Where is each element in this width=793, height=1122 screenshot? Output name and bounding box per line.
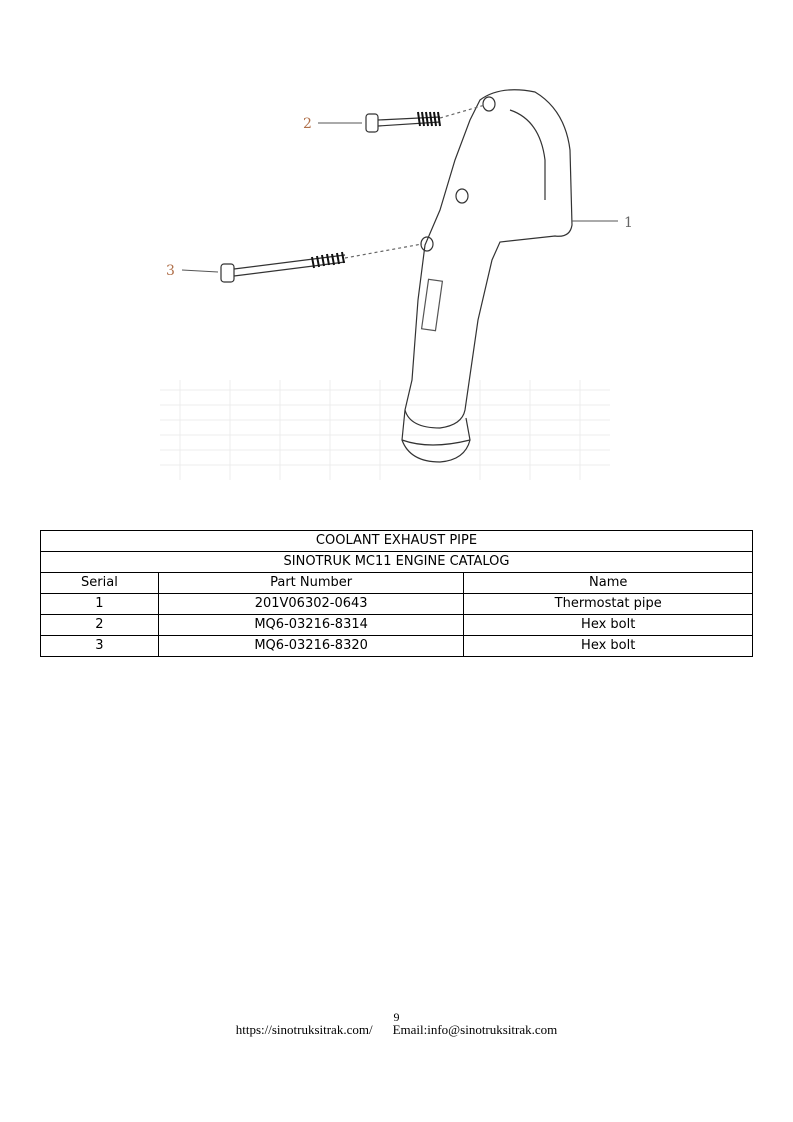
exploded-parts-diagram	[150, 75, 650, 485]
table-title: COOLANT EXHAUST PIPE	[41, 531, 753, 552]
table-title-row	[41, 531, 753, 552]
table-row	[41, 594, 753, 615]
callout-label-1: 1	[624, 215, 633, 231]
table-row	[41, 615, 753, 636]
name-cell: Hex bolt	[464, 636, 753, 657]
page-number: 9	[393, 1010, 400, 1024]
header-serial: Serial	[41, 573, 159, 594]
callout-label-2: 2	[303, 116, 312, 132]
parts-table	[40, 530, 753, 657]
background-grid	[160, 380, 610, 480]
table-subtitle-row	[41, 552, 753, 573]
thermostat-pipe-part	[402, 90, 572, 462]
serial-cell: 2	[41, 615, 159, 636]
part-number-cell: 201V06302-0643	[158, 594, 464, 615]
table-subtitle: SINOTRUK MC11 ENGINE CATALOG	[41, 552, 753, 573]
callout-label-3: 3	[166, 263, 175, 279]
footer-contact	[0, 1022, 793, 1038]
website-link[interactable]: https://sinotruksitrak.com/	[235, 1022, 373, 1037]
table-header-row	[41, 573, 753, 594]
header-name: Name	[464, 573, 753, 594]
table-row	[41, 636, 753, 657]
serial-cell: 1	[41, 594, 159, 615]
email-link[interactable]: Email:info@sinotruksitrak.com	[392, 1022, 558, 1037]
part-number-cell: MQ6-03216-8320	[158, 636, 464, 657]
serial-cell: 3	[41, 636, 159, 657]
callout-leaders	[182, 123, 618, 272]
header-part-number: Part Number	[158, 573, 464, 594]
part-number-cell: MQ6-03216-8314	[158, 615, 464, 636]
name-cell: Thermostat pipe	[464, 594, 753, 615]
name-cell: Hex bolt	[464, 615, 753, 636]
hex-bolt-lower	[221, 244, 422, 282]
